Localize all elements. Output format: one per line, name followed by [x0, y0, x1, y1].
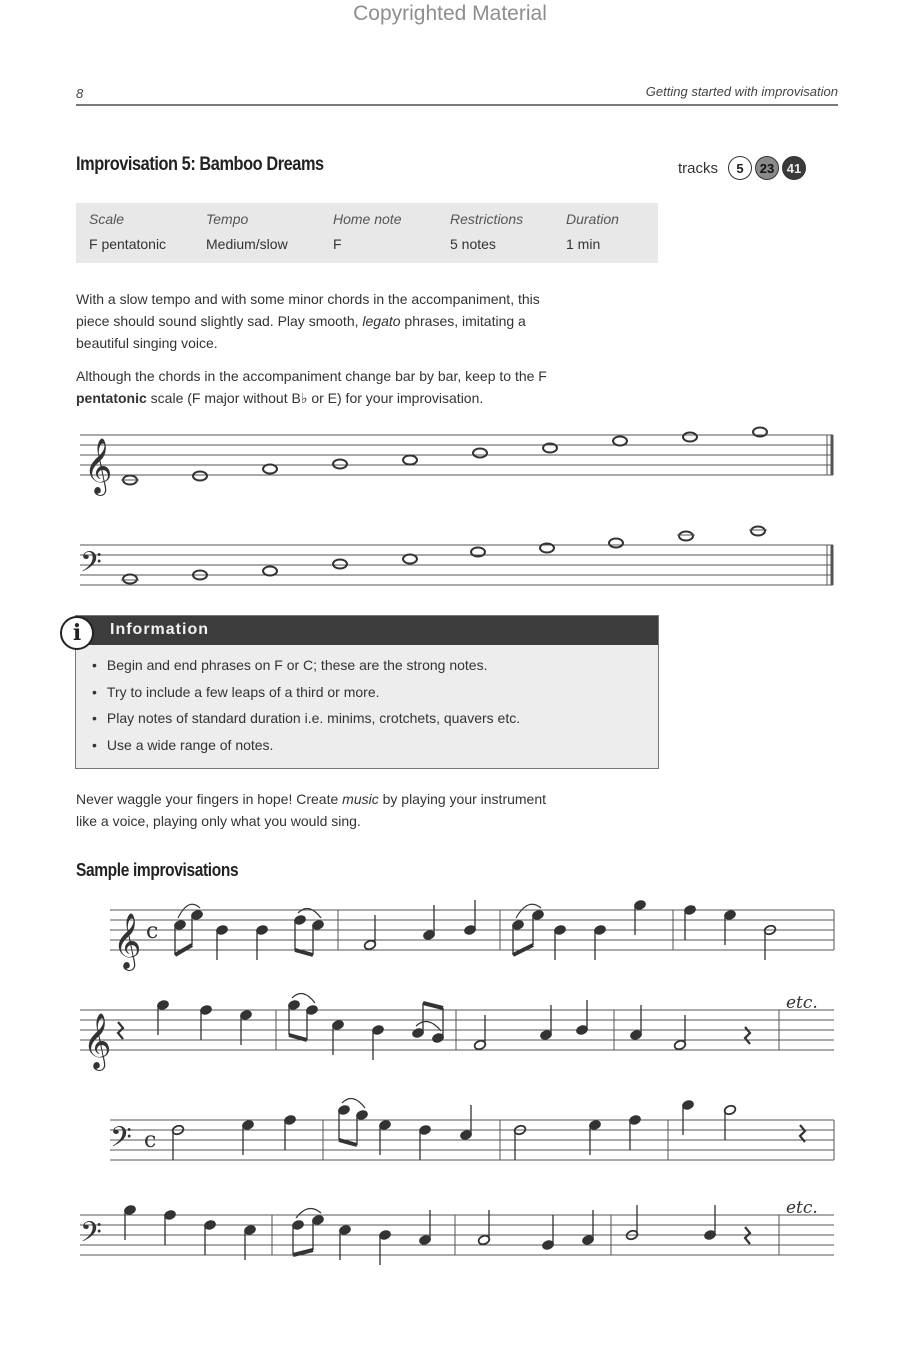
tracks-label: tracks — [678, 159, 719, 177]
text-line: beautiful singing voice. — [76, 335, 218, 351]
advice-paragraph — [76, 788, 656, 832]
scale-paragraph — [76, 365, 656, 409]
page-number: 8 — [76, 86, 84, 101]
time-signature: c — [144, 1128, 157, 1153]
spec-value: F pentatonic — [89, 236, 167, 252]
whole-note — [609, 539, 623, 548]
tracks-indicator — [678, 156, 806, 180]
whole-note — [403, 555, 417, 564]
whole-note — [123, 575, 137, 584]
whole-note — [263, 567, 277, 576]
whole-note — [403, 456, 417, 465]
information-header — [76, 616, 658, 645]
spec-tempo — [206, 211, 288, 252]
intro-paragraph — [76, 288, 656, 354]
spec-duration — [566, 211, 619, 252]
track-badge: 5 — [728, 156, 752, 180]
bass-clef: 𝄢 — [80, 546, 102, 586]
spec-value: 5 notes — [450, 236, 496, 252]
bass-clef: 𝄢 — [110, 1121, 132, 1161]
whole-note — [751, 527, 765, 536]
spec-key: Home note — [333, 211, 402, 227]
spec-key: Scale — [89, 211, 125, 227]
track-badge: 23 — [755, 156, 779, 180]
info-icon: i — [60, 616, 94, 650]
spec-key: Restrictions — [450, 211, 524, 227]
spec-key: Tempo — [206, 211, 249, 227]
time-signature: c — [146, 919, 159, 944]
whole-note — [473, 449, 487, 458]
list-item: • Begin and end phrases on F or C; these are the strong notes. — [92, 652, 520, 679]
text-line — [76, 387, 656, 409]
italic-term: legato — [362, 313, 401, 329]
whole-note — [333, 560, 347, 569]
running-head: Getting started with improvisation — [645, 84, 838, 99]
whole-note — [333, 460, 347, 469]
spec-home-note — [333, 211, 401, 252]
sample-staff-3-notes — [171, 1099, 805, 1160]
list-item: • Try to include a few leaps of a third or more. — [92, 679, 520, 706]
sample-staff-2 — [80, 1010, 834, 1050]
information-list — [92, 652, 520, 758]
information-box — [75, 615, 659, 769]
text-span: by playing your instrument — [378, 791, 547, 807]
scale-staves — [0, 420, 900, 600]
whole-note — [193, 472, 207, 481]
treble-clef: 𝄞 — [113, 913, 142, 969]
rest — [800, 1125, 805, 1142]
spec-value: F — [333, 236, 342, 252]
bold-term: pentatonic — [76, 390, 147, 406]
information-title: Information — [110, 621, 209, 638]
spec-restrictions — [450, 211, 523, 252]
page-title: Improvisation 5: Bamboo Dreams — [76, 154, 324, 175]
header-rule — [76, 104, 838, 106]
text-span: scale (F major without B♭ or E) for your improvisation. — [146, 390, 484, 406]
text-span: Never waggle your fingers in hope! Create — [76, 791, 343, 807]
sample-staff-4 — [80, 1215, 834, 1255]
italic-term: music — [342, 791, 379, 807]
bass-scale-staff — [80, 545, 833, 585]
sample-improvisations-heading: Sample improvisations — [76, 860, 239, 880]
list-item: • Use a wide range of notes. — [92, 732, 520, 759]
treble-clef: 𝄞 — [84, 438, 113, 494]
whole-note — [263, 465, 277, 474]
treble-scale-staff — [80, 435, 833, 475]
text-line — [76, 310, 656, 332]
list-item: • Play notes of standard duration i.e. minims, crotchets, quavers etc. — [92, 705, 520, 732]
specs-table — [76, 203, 658, 263]
spec-value: Medium/slow — [206, 236, 288, 252]
treble-scale-notes — [121, 428, 767, 485]
whole-note — [679, 532, 693, 541]
sample-staves — [0, 895, 900, 1270]
text-span: phrases, imitating a — [400, 313, 526, 329]
whole-note — [613, 437, 627, 446]
track-badge: 41 — [782, 156, 806, 180]
text-line: like a voice, playing only what you would sing. — [76, 813, 361, 829]
spec-value: 1 min — [566, 236, 601, 252]
bass-clef: 𝄢 — [80, 1216, 102, 1256]
text-line: With a slow tempo and with some minor chords in the accompaniment, this — [76, 291, 540, 307]
text-line: Although the chords in the accompaniment change bar by bar, keep to the F — [76, 368, 547, 384]
whole-note — [683, 433, 697, 442]
spec-key: Duration — [566, 211, 619, 227]
spec-scale — [89, 211, 166, 252]
text-line — [76, 788, 656, 810]
treble-clef: 𝄞 — [83, 1013, 112, 1069]
etc-label: etc. — [786, 1198, 818, 1218]
copyright-watermark: Copyrighted Material — [353, 2, 547, 25]
etc-label: etc. — [786, 993, 818, 1013]
text-span: piece should sound slightly sad. Play smooth, — [76, 313, 363, 329]
